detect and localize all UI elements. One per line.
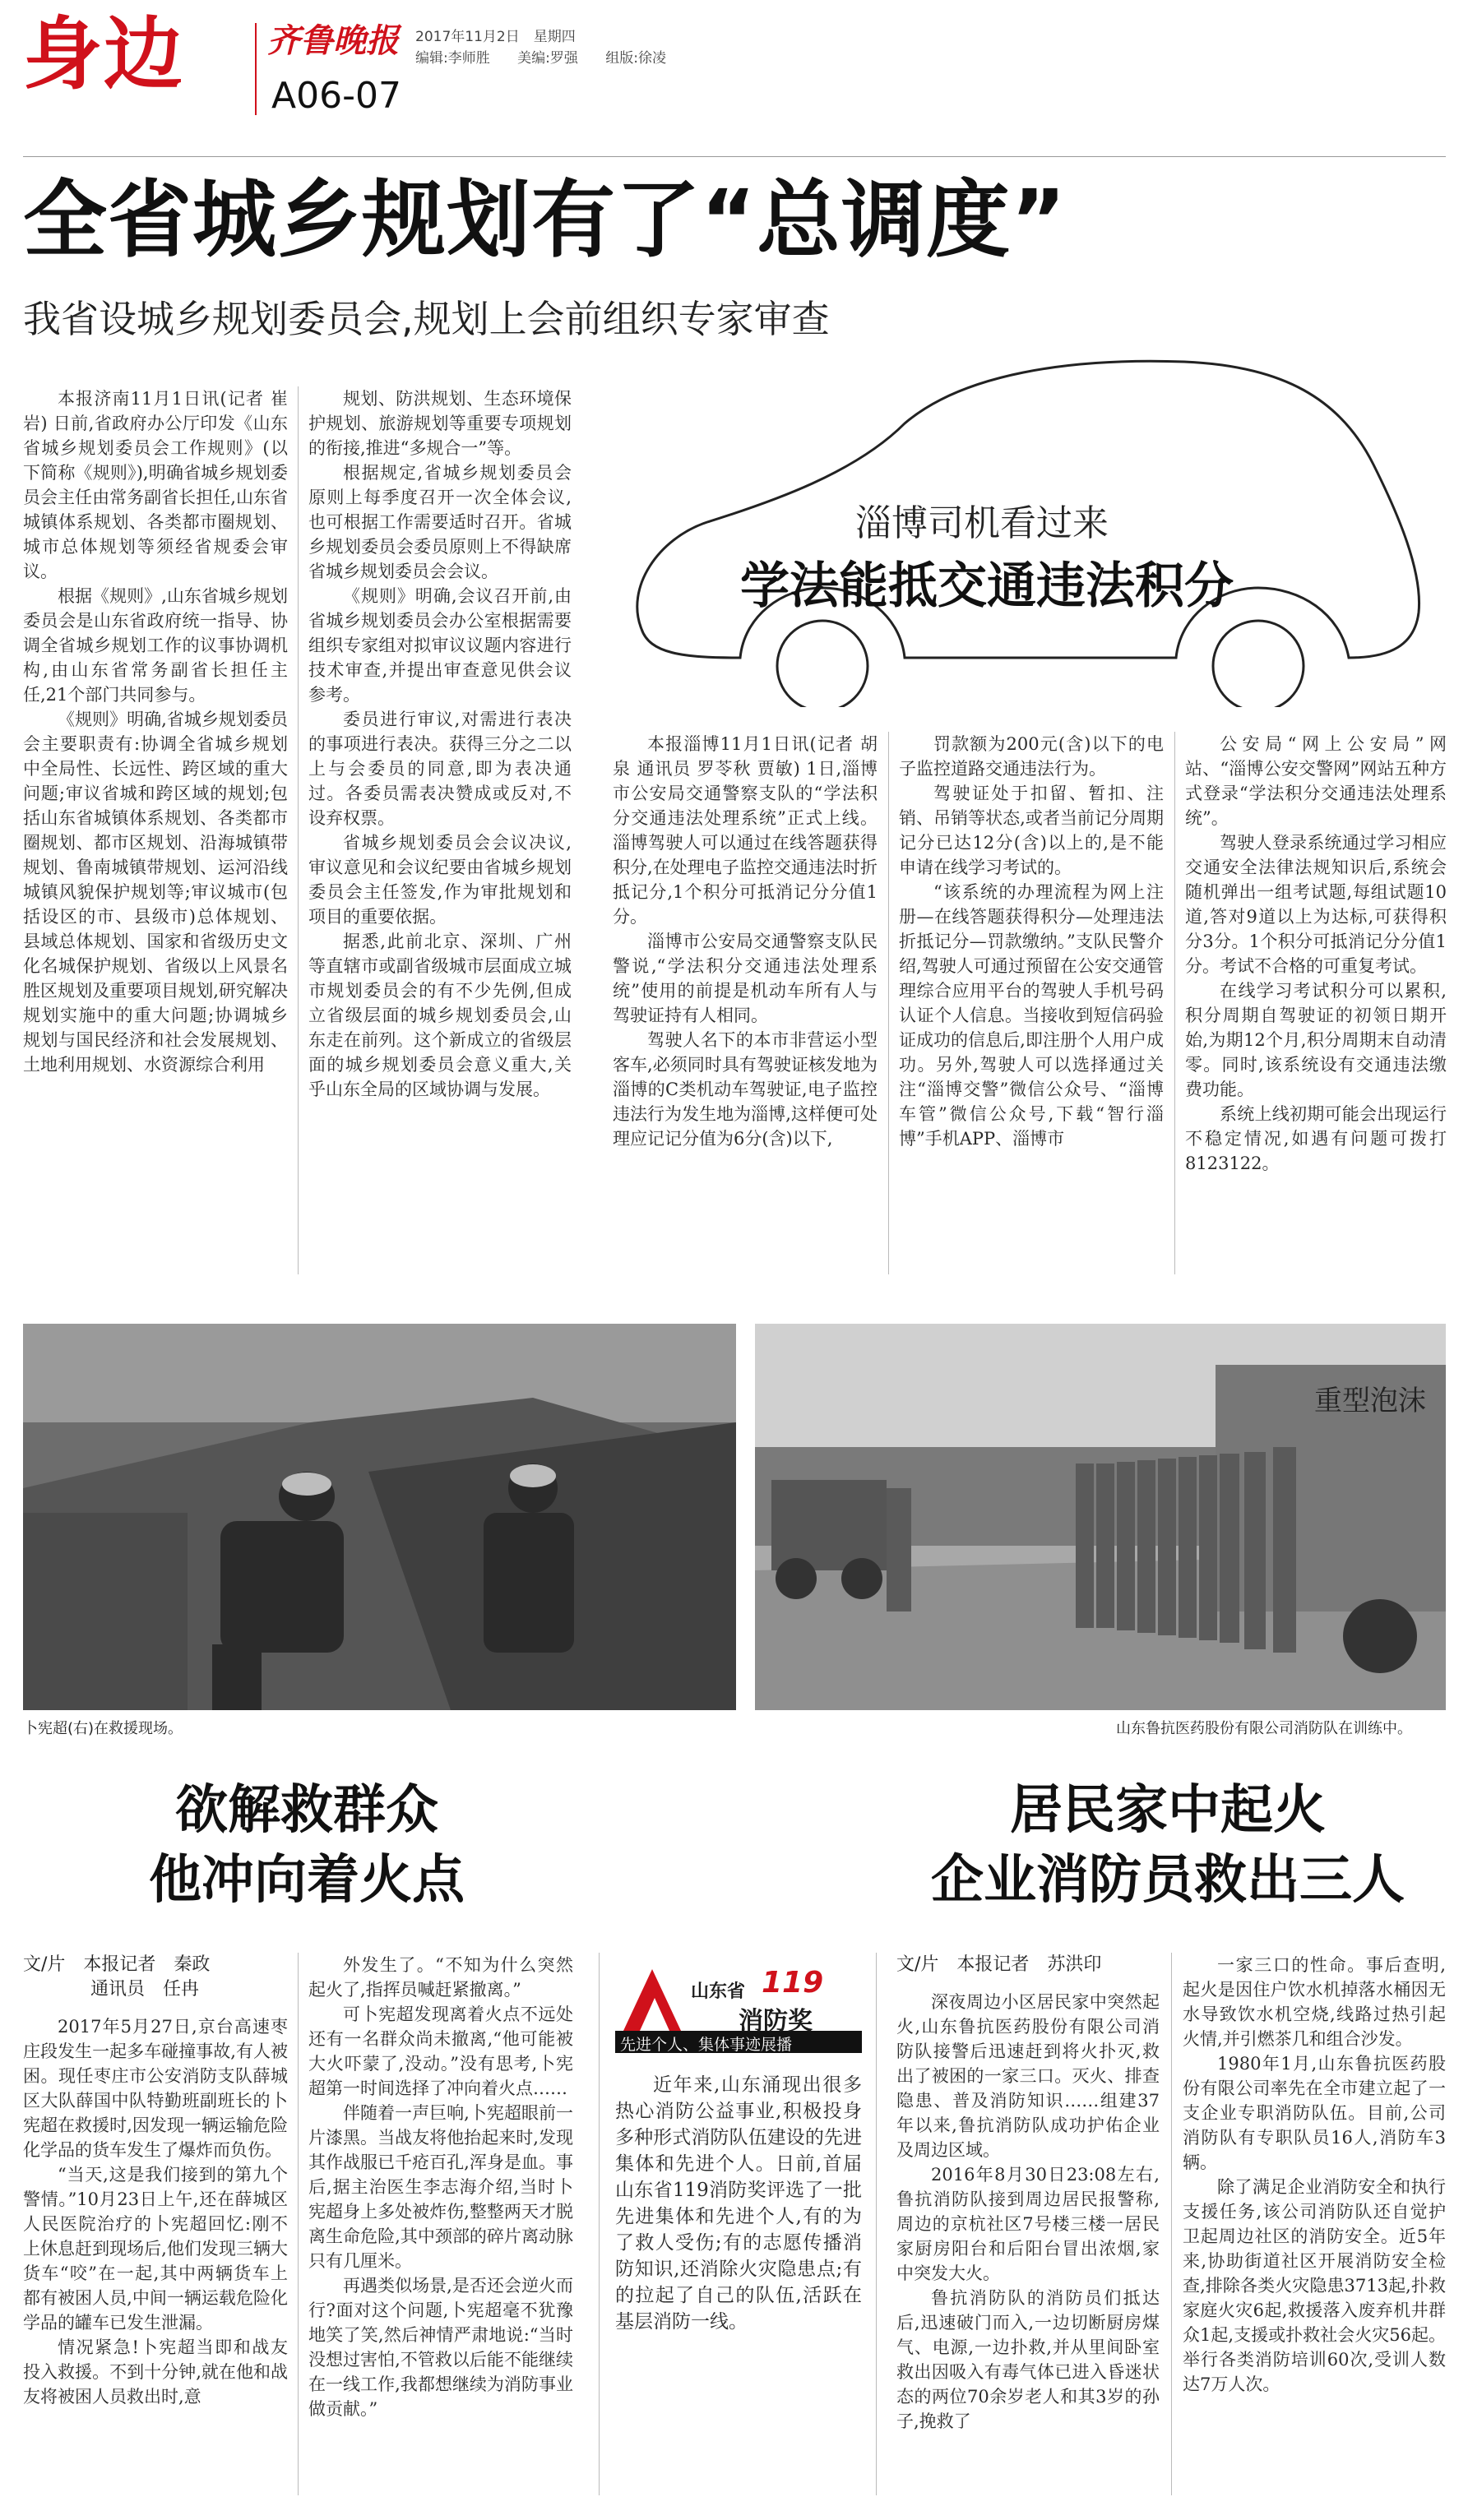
rescue-story-column-2 xyxy=(308,1953,573,2421)
paragraph: 一家三口的性命。事后查明,起火是因住户饮水机掉落水桶因无水导致饮水机空烧,线路过热引起火情,并引燃茶几和组合沙发。 xyxy=(1183,1955,1446,2049)
rescue-story-column-1 xyxy=(23,2014,288,2409)
proofreader: 组版:徐凌 xyxy=(605,50,667,67)
paragraph: 本报淄博11月1日讯(记者 胡泉 通讯员 罗苓秋 贾敏) 1日,淄博市公安局交通警察支队的“学法积分交通违法处理系统”正式上线。淄博驾驶人可以通过在线答题获得积分,在处理电子监控交通违法时折抵记分,1个积分可抵消记分分值1分。 xyxy=(613,734,878,927)
header-divider xyxy=(255,23,257,115)
paragraph: 外发生了。“不知为什么突然起火了,指挥员喊赶紧撤离。” xyxy=(308,1955,573,2000)
paragraph: 本报济南11月1日讯(记者 崔岩) 日前,省政府办公厅印发《山东省城乡规划委员会工作规则》(以下简称《规则》),明确省城乡规划委员会主任由常务副省长担任,山东省城镇体系规划、各类都市圈规划、城市总体规划等须经省规委会审议。 xyxy=(23,389,288,581)
enterprise-story-column-1 xyxy=(896,1990,1160,2434)
column-rule xyxy=(298,1953,299,2495)
main-story-column-2 xyxy=(308,386,572,1102)
paragraph: 近年来,山东涌现出很多热心消防公益事业,积极投身多种形式消防队伍建设的先进集体和先进个人。日前,首届山东省119消防奖评选了一批先进集体和先进个人,有的为了救人受伤;有的志愿传播消防知识,还消除火灾隐患点;有的拉起了自己的队伍,活跃在基层消防一线。 xyxy=(615,2074,862,2333)
page-number: A06-07 xyxy=(271,75,401,117)
column-rule xyxy=(298,386,299,1274)
column-rule xyxy=(599,1953,600,2495)
fire-brigade-photo-caption: 山东鲁抗医药股份有限公司消防队在训练中。 xyxy=(1116,1720,1412,1737)
paragraph: 淄博市公安局交通警察支队民警说,“学法积分交通违法处理系统”使用的前提是机动车所有人与驾驶证持有人相同。 xyxy=(613,932,878,1025)
designer: 美编:罗强 xyxy=(517,50,578,67)
editor-credits xyxy=(415,46,689,67)
column-rule xyxy=(888,732,889,1274)
traffic-story-column-2 xyxy=(899,732,1164,1151)
header-rule xyxy=(23,156,1446,157)
traffic-story-column-3 xyxy=(1185,732,1447,1176)
fire-brigade-photo xyxy=(755,1324,1446,1710)
paragraph: 公安局“网上公安局”网站、“淄博公安交警网”网站五种方式登录“学法积分交通违法处理系统”。 xyxy=(1185,734,1447,828)
traffic-kicker: 淄博司机看过来 xyxy=(855,502,1109,544)
paragraph: 在线学习考试积分可以累积,积分周期自驾驶证的初领日期开始,为期12个月,积分周期末自动清零。同时,该系统设有交通违法缴费功能。 xyxy=(1185,981,1447,1099)
paragraph: 再遇类似场景,是否还会逆火而行?面对这个问题,卜宪超毫不犹豫地笑了笑,然后神情严肃地说:“当时没想过害怕,不管救以后能不能继续在一线工作,我都想继续为消防事业做贡献。” xyxy=(308,2276,573,2419)
enterprise-headline-line-1: 居民家中起火 xyxy=(1010,1780,1326,1841)
paragraph: 鲁抗消防队的消防员们抵达后,迅速破门而入,一边切断厨房煤气、电源,一边扑救,并从里间卧室救出因吸入有毒气体已进入昏迷状态的两位70余岁老人和其3岁的孙子,挽救了 xyxy=(896,2288,1160,2431)
paragraph: 驾驶人登录系统通过学习相应交通安全法律法规知识后,系统会随机弹出一组考试题,每组试题10道,答对9道以上为达标,可获得积分3分。1个积分可抵消记分分值1分。考试不合格的可重复考试。 xyxy=(1185,833,1447,976)
paragraph: 2016年8月30日23:08左右,鲁抗消防队接到周边居民报警称,周边的京杭社区7号楼三楼一居民家厨房阳台和后阳台冒出浓烟,家中突发大火。 xyxy=(896,2165,1160,2283)
rescue-headline-line-2: 他冲向着火点 xyxy=(149,1850,465,1911)
column-rule xyxy=(1174,732,1175,1274)
award-province: 山东省 xyxy=(691,1981,746,2002)
paragraph: 省城乡规划委员会会议决议,审议意见和会议纪要由省城乡规划委员会主任签发,作为审批规划和项目的重要依据。 xyxy=(308,833,572,927)
paragraph: 2017年5月27日,京台高速枣庄段发生一起多车碰撞事故,有人被困。现任枣庄市公安消防支队薛城区大队薛国中队特勤班副班长的卜宪超在救援时,因发现一辆运输危险化学品的货车发生了爆炸而负伤。 xyxy=(23,2017,288,2160)
paragraph: 《规则》明确,省城乡规划委员会主要职责有:协调全省城乡规划中全局性、长远性、跨区域的重大问题;审议省城和跨区域的规划;包括山东省城镇体系规划、各类都市圈规划、都市区规划、沿海城镇带规划、鲁南城镇带规划、运河沿线城镇风貌保护规划等;审议城市(包括设区的市、县级市)总体规划、县域总体规划、国家和省级历史文化名城保护规划、省级以上风景名胜区规划及重要项目规划,研究解决规划实施中的重大问题;协调城乡规划与国民经济和社会发展规划、土地利用规划、水资源综合利用 xyxy=(23,710,288,1075)
paragraph: 驾驶人名下的本市非营运小型客车,必须同时具有驾驶证核发地为淄博的C类机动车驾驶证,电子监控违法行为发生地为淄博,这样便可处理应记记分值为6分(含)以下, xyxy=(613,1030,878,1149)
issue-date: 2017年11月2日 星期四 xyxy=(415,29,576,45)
paragraph: 情况紧急!卜宪超当即和战友投入救援。不到十分钟,就在他和战友将被困人员救出时,意 xyxy=(23,2337,288,2407)
paragraph: 除了满足企业消防安全和执行支援任务,该公司消防队还自觉护卫起周边社区的消防安全。近5年来,协助街道社区开展消防安全检查,排除各类火灾隐患3713起,扑救家庭火灾6起,救援落入废弃机井群众1起,支援或扑救社会火灾56起。举行各类消防培训60次,受训人数达7万人次。 xyxy=(1183,2177,1446,2394)
truck-lettering: 重型泡沫 xyxy=(1314,1385,1426,1417)
paragraph: 可卜宪超发现离着火点不远处还有一名群众尚未撤离,“他可能被大火吓蒙了,没动。”没有思考,卜宪超第一时间选择了冲向着火点…… xyxy=(308,2004,573,2098)
traffic-story-column-1 xyxy=(613,732,878,1151)
paragraph: “该系统的办理流程为网上注册—在线答题获得积分—处理违法折抵记分—罚款缴纳。”支队民警介绍,驾驶人可通过预留在公安交通管理综合应用平台的驾驶人手机号码认证个人信息。当接收到短信码验证成功的信息后,即注册个人用户成功。另外,驾驶人可以选择通过关注“淄博交警”微信公众号、“淄博车管”微信公众号,下载“智行淄博”手机APP、淄博市 xyxy=(899,882,1164,1149)
paragraph: “当天,这是我们接到的第九个警情。”10月23日上午,还在薛城区人民医院治疗的卜宪超回忆:刚不上休息赶到现场后,他们发现三辆大货车“咬”在一起,其中两辆货车上都有被困人员,中间一辆运载危险化学品的罐车已发生泄漏。 xyxy=(23,2165,288,2333)
paragraph: 根据规定,省城乡规划委员会原则上每季度召开一次全体会议,也可根据工作需要适时召开。省城乡规划委员会委员原则上不得缺席省城乡规划委员会会议。 xyxy=(308,463,572,581)
traffic-headline: 学法能抵交通违法积分 xyxy=(740,557,1234,615)
paragraph: 据悉,此前北京、深圳、广州等直辖市或副省级城市层面成立城市规划委员会的有不少先例,但成立省级层面的城乡规划委员会,山东走在前列。这个新成立的省级层面的城乡规划委员会意义重大,关乎山东全局的区域协调与发展。 xyxy=(308,932,572,1099)
paragraph: 深夜周边小区居民家中突然起火,山东鲁抗医药股份有限公司消防队接警后迅速赶到将火扑灭,救出了被困的一家三口。灭火、排查隐患、普及消防知识……组建37年以来,鲁抗消防队成功护佑企业及周边区域。 xyxy=(896,1992,1160,2160)
column-rule xyxy=(876,1953,877,2495)
paragraph: 《规则》明确,会议召开前,由省城乡规划委员会办公室根据需要组织专家组对拟审议议题内容进行技术审查,并提出审查意见供会议参考。 xyxy=(308,586,572,705)
award-name: 消防奖 xyxy=(739,2007,813,2036)
paragraph: 规划、防洪规划、生态环境保护规划、旅游规划等重要专项规划的衔接,推进“多规合一”等。 xyxy=(308,389,572,458)
rescue-byline-1: 文/片 本报记者 秦政 xyxy=(23,1954,211,1975)
paper-name: 齐鲁晚报 xyxy=(267,21,399,60)
main-story-column-1 xyxy=(23,386,288,1077)
award-number: 119 xyxy=(762,1966,824,2000)
paragraph: 系统上线初期可能会出现运行不稳定情况,如遇有问题可拨打8123122。 xyxy=(1185,1104,1447,1173)
enterprise-story-column-2 xyxy=(1183,1953,1446,2397)
enterprise-byline: 文/片 本报记者 苏洪印 xyxy=(896,1954,1102,1975)
award-intro-text xyxy=(615,2072,862,2335)
rescue-headline-line-1: 欲解救群众 xyxy=(175,1780,438,1841)
main-headline: 全省城乡规划有了“总调度” xyxy=(23,172,1067,270)
paragraph: 伴随着一声巨响,卜宪超眼前一片漆黑。当战友将他抬起来时,发现其作战服已千疮百孔,浑身是血。事后,据主治医生李志海介绍,当时卜宪超身上多处被炸伤,整整两天才脱离生命危险,其中颈部的碎片离动脉只有几厘米。 xyxy=(308,2103,573,2271)
paragraph: 委员进行审议,对需进行表决的事项进行表决。获得三分之二以上与会委员的同意,即为表决通过。各委员需表决赞成或反对,不设弃权票。 xyxy=(308,710,572,828)
paragraph: 根据《规则》,山东省城乡规划委员会是山东省政府统一指导、协调全省城乡规划工作的议事协调机构,由山东省常务副省长担任主任,21个部门共同参与。 xyxy=(23,586,288,705)
award-logo xyxy=(615,1961,862,2053)
enterprise-headline-line-2: 企业消防员救出三人 xyxy=(931,1850,1405,1911)
main-subhead: 我省设城乡规划委员会,规划上会前组织专家审查 xyxy=(23,297,830,341)
rescue-photo-caption: 卜宪超(右)在救援现场。 xyxy=(23,1720,183,1737)
award-slogan: 先进个人、集体事迹展播 xyxy=(620,2036,793,2054)
paragraph: 罚款额为200元(含)以下的电子监控道路交通违法行为。 xyxy=(899,734,1164,779)
editor: 编辑:李师胜 xyxy=(415,50,490,67)
section-title: 身边 xyxy=(23,8,184,100)
rescue-photo xyxy=(23,1324,736,1710)
paragraph: 1980年1月,山东鲁抗医药股份有限公司率先在全市建立起了一支企业专职消防队伍。目前,公司消防队有专职队员16人,消防车3辆。 xyxy=(1183,2054,1446,2172)
rescue-byline-2: 通讯员 任冉 xyxy=(90,1979,200,2000)
paragraph: 驾驶证处于扣留、暂扣、注销、吊销等状态,或者当前记分周期记分已达12分(含)以上的,是不能申请在线学习考试的。 xyxy=(899,784,1164,877)
column-rule xyxy=(1171,1953,1172,2495)
